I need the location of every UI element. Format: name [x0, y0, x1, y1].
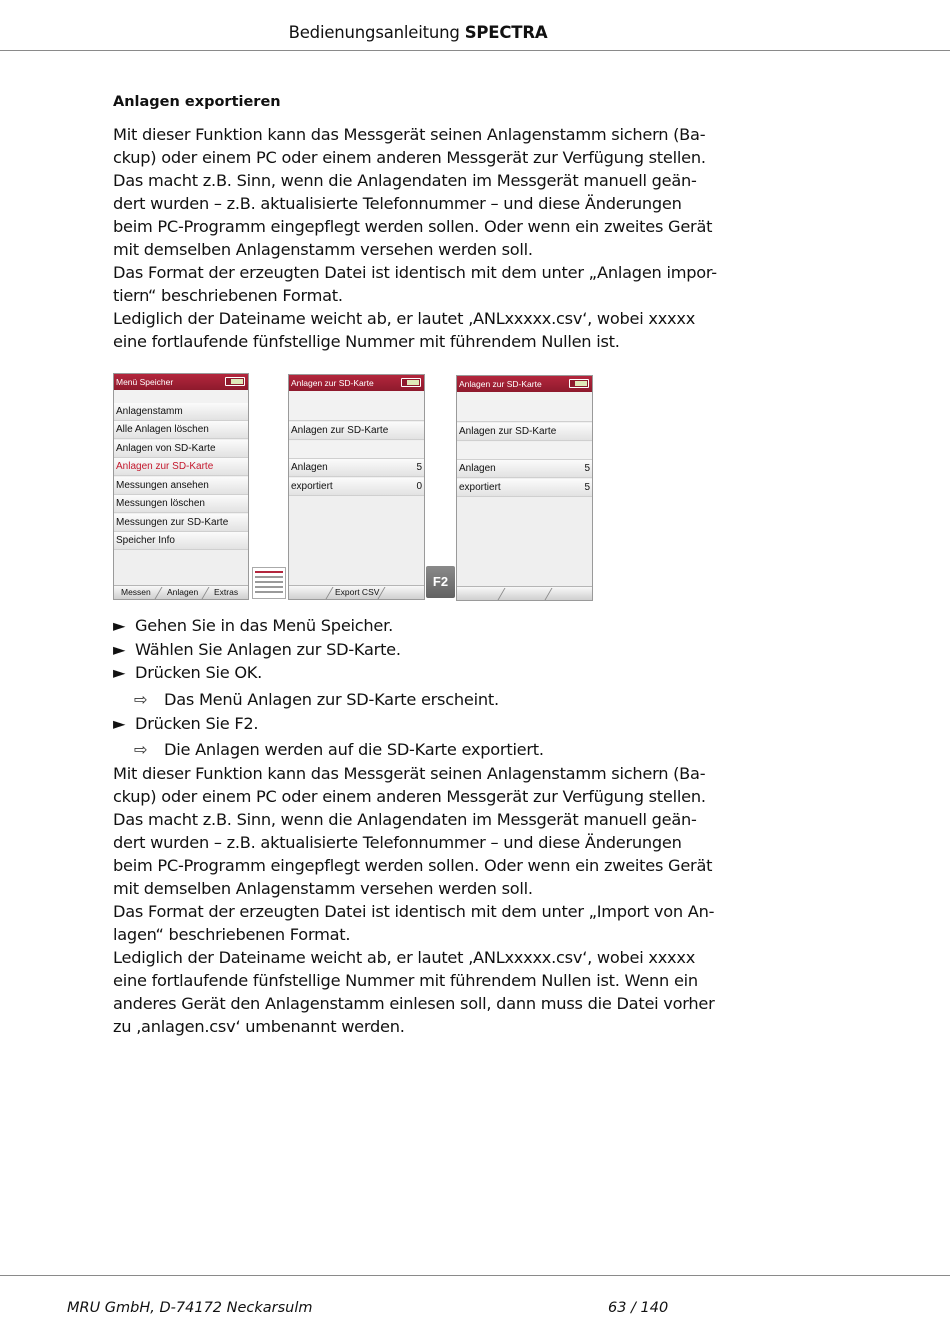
outro-line: Mit dieser Funktion kann das Messgerät seinen Anlagenstamm sichern (Ba- — [113, 764, 706, 783]
outro-line: Lediglich der Dateiname weicht ab, er lautet ‚ANLxxxxx.csv‘, wobei xxxxx — [113, 948, 696, 967]
intro-line: dert wurden – z.B. aktualisierte Telefonnummer – und diese Änderungen — [113, 194, 682, 213]
outro-line: Das macht z.B. Sinn, wenn die Anlagendaten im Messgerät manuell geän- — [113, 810, 697, 829]
intro-paragraph — [113, 123, 733, 353]
screen-titlebar — [457, 376, 592, 392]
anlagen-label: Anlagen — [459, 463, 496, 474]
battery-icon — [225, 377, 245, 386]
document-thumbnail-icon — [252, 567, 286, 599]
f2-key-icon: F2 — [426, 566, 455, 598]
anlagen-count: 5 — [416, 462, 422, 473]
fkey-anlagen[interactable]: Anlagen — [167, 587, 199, 597]
exportiert-label: exportiert — [291, 481, 333, 492]
header-title-product: SPECTRA — [464, 23, 548, 42]
screen-heading: Anlagen zur SD-Karte — [457, 423, 592, 441]
step-3 — [113, 661, 733, 685]
screen-menu-speicher — [113, 373, 249, 600]
outro-line: ckup) oder einem PC oder einem anderen Messgerät zur Verfügung stellen. — [113, 787, 706, 806]
device-screenshots — [113, 373, 733, 611]
menu-item-messungen-loeschen[interactable]: Messungen löschen — [114, 495, 248, 513]
footer-page-number: 63 / 140 — [608, 1300, 669, 1316]
footer-divider — [0, 1275, 950, 1276]
fkey-messen[interactable]: Messen — [121, 587, 151, 597]
intro-line: Das macht z.B. Sinn, wenn die Anlagendaten im Messgerät manuell geän- — [113, 171, 697, 190]
fkey-extras[interactable]: Extras — [214, 587, 239, 597]
blank-row — [289, 391, 424, 421]
intro-line: Lediglich der Dateiname weicht ab, er lautet ‚ANLxxxxx.csv‘, wobei xxxxx — [113, 309, 696, 328]
step-text: Drücken Sie OK. — [135, 663, 263, 682]
triangle-bullet-icon: ► — [113, 616, 126, 635]
result-arrow-icon: ⇨ — [134, 689, 148, 709]
screen-heading: Anlagen zur SD-Karte — [289, 422, 424, 440]
intro-line: mit demselben Anlagenstamm versehen werden soll. — [113, 240, 533, 259]
outro-line: dert wurden – z.B. aktualisierte Telefonnummer – und diese Änderungen — [113, 833, 682, 852]
result-3 — [113, 685, 733, 712]
intro-line: Das Format der erzeugten Datei ist identisch mit dem unter „Anlagen impor- — [113, 263, 717, 282]
blank-row — [457, 442, 592, 460]
blank-row — [457, 392, 592, 422]
menu-item-speicher-info[interactable]: Speicher Info — [114, 532, 248, 550]
menu-item-messungen-zur-sd[interactable]: Messungen zur SD-Karte — [114, 514, 248, 532]
result-text: Die Anlagen werden auf die SD-Karte exportiert. — [164, 740, 544, 759]
main-content — [113, 92, 733, 1038]
outro-line: anderes Gerät den Anlagenstamm einlesen soll, dann muss die Datei vorher — [113, 994, 715, 1013]
anlagen-row — [289, 459, 424, 477]
page-header — [0, 0, 950, 51]
anlagen-label: Anlagen — [291, 462, 328, 473]
step-2 — [113, 638, 733, 662]
triangle-bullet-icon: ► — [113, 639, 126, 659]
outro-paragraph — [113, 762, 733, 1038]
section-title: Anlagen exportieren — [113, 94, 281, 110]
exportiert-row — [289, 478, 424, 496]
intro-line: eine fortlaufende fünfstellige Nummer mit führendem Nullen ist. — [113, 332, 620, 351]
instruction-steps — [113, 614, 733, 762]
outro-line: beim PC-Programm eingepflegt werden sollen. Oder wenn ein zweites Gerät — [113, 856, 713, 875]
outro-line: zu ‚anlagen.csv‘ umbenannt werden. — [113, 1017, 405, 1036]
intro-line: ckup) oder einem PC oder einem anderen Messgerät zur Verfügung stellen. — [113, 148, 706, 167]
battery-icon — [569, 379, 589, 388]
anlagen-count: 5 — [584, 463, 590, 474]
screen-titlebar — [114, 374, 248, 390]
blank-row — [289, 441, 424, 459]
triangle-bullet-icon: ► — [113, 663, 126, 682]
screen-titlebar — [289, 375, 424, 391]
screen-title: Anlagen zur SD-Karte — [459, 379, 542, 389]
step-text: Wählen Sie Anlagen zur SD-Karte. — [135, 639, 401, 659]
menu-item-anlagen-zur-sd[interactable]: Anlagen zur SD-Karte — [114, 458, 248, 476]
result-4 — [113, 735, 733, 762]
screen-anlagen-exportiert — [456, 375, 593, 601]
anlagen-row — [457, 460, 592, 478]
menu-item-anlagenstamm[interactable]: Anlagenstamm — [114, 403, 248, 421]
menu-item-anlagen-von-sd[interactable]: Anlagen von SD-Karte — [114, 440, 248, 458]
step-text: Gehen Sie in das Menü Speicher. — [135, 616, 393, 635]
intro-line: Mit dieser Funktion kann das Messgerät seinen Anlagenstamm sichern (Ba- — [113, 125, 706, 144]
exportiert-row — [457, 479, 592, 497]
header-title-prefix: Bedienungsanleitung — [288, 23, 465, 42]
menu-item-messungen-ansehen[interactable]: Messungen ansehen — [114, 477, 248, 495]
function-key-bar — [289, 585, 424, 599]
triangle-bullet-icon: ► — [113, 713, 126, 733]
screen-anlagen-zur-sd — [288, 374, 425, 600]
footer-company: MRU GmbH, D-74172 Neckarsulm — [67, 1300, 313, 1316]
step-4 — [113, 712, 733, 736]
intro-line: tiern“ beschriebenen Format. — [113, 286, 343, 305]
result-arrow-icon: ⇨ — [134, 740, 148, 759]
exportiert-label: exportiert — [459, 482, 501, 493]
exportiert-count: 5 — [584, 482, 590, 493]
result-text: Das Menü Anlagen zur SD-Karte erscheint. — [164, 689, 499, 709]
fkey-divider — [498, 588, 506, 600]
fkey-divider — [155, 587, 163, 599]
function-key-bar — [457, 586, 592, 600]
outro-line: mit demselben Anlagenstamm versehen werden soll. — [113, 879, 533, 898]
intro-line: beim PC-Programm eingepflegt werden sollen. Oder wenn ein zweites Gerät — [113, 217, 713, 236]
fkey-export-csv[interactable]: Export CSV — [335, 587, 380, 597]
menu-item-alle-anlagen-loeschen[interactable]: Alle Anlagen löschen — [114, 421, 248, 439]
outro-line: eine fortlaufende fünfstellige Nummer mit führendem Nullen ist. Wenn ein — [113, 971, 698, 990]
step-text: Drücken Sie F2. — [135, 713, 259, 733]
fkey-divider — [545, 588, 553, 600]
battery-icon — [401, 378, 421, 387]
fkey-divider — [326, 587, 334, 599]
header-title — [0, 23, 836, 42]
fkey-divider — [202, 587, 210, 599]
exportiert-count: 0 — [416, 481, 422, 492]
screen-title: Anlagen zur SD-Karte — [291, 378, 374, 388]
screen-title: Menü Speicher — [116, 377, 174, 387]
step-1 — [113, 614, 733, 638]
outro-line: Das Format der erzeugten Datei ist identisch mit dem unter „Import von An- — [113, 902, 715, 921]
outro-line: lagen“ beschriebenen Format. — [113, 925, 351, 944]
function-key-bar — [114, 585, 248, 599]
